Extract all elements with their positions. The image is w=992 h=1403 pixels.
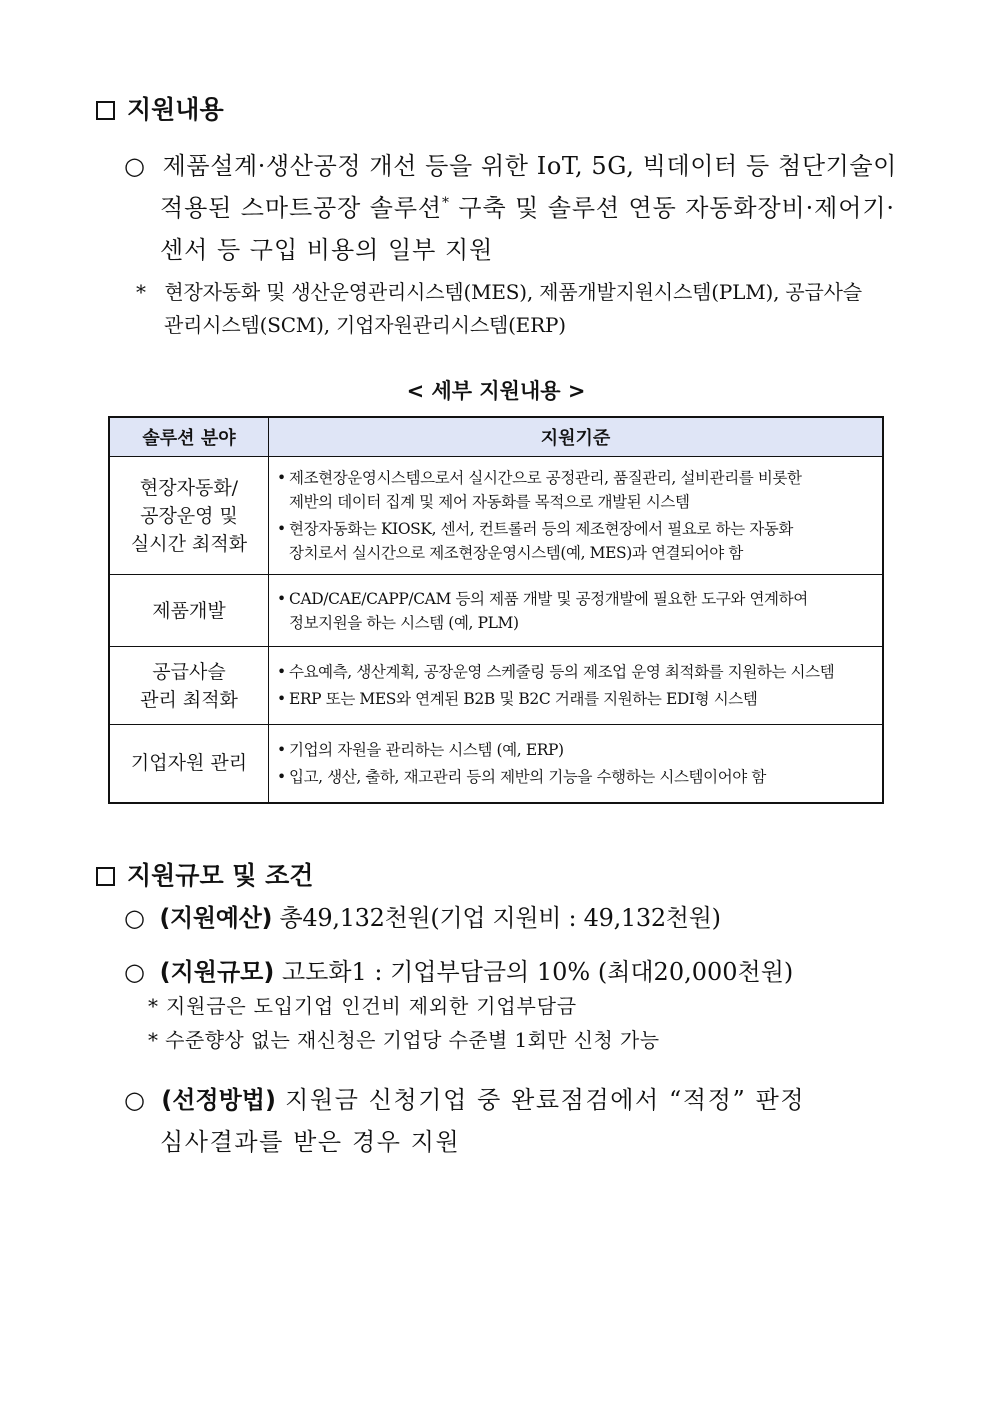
criteria-cell [269, 647, 884, 725]
circle-bullet-icon: ○ [124, 958, 145, 986]
footnote-line-1: 현장자동화 및 생산운영관리시스템(MES), 제품개발지원시스템(PLM), 공급사슬 [164, 280, 862, 304]
section-title-support-scale [96, 856, 313, 892]
circle-bullet-icon: ○ [124, 904, 145, 932]
support-content-line-2 [160, 188, 895, 223]
category-line: 현장자동화/ [139, 476, 239, 499]
support-content-line-2-post: 구축 및 솔루션 연동 자동화장비·제어기· [449, 194, 895, 222]
criteria-line: 제반의 데이터 집계 및 제어 자동화를 목적으로 개발된 시스템 [289, 493, 690, 511]
criteria-line: • 현장자동화는 KIOSK, 센서, 컨트롤러 등의 제조현장에서 필요로 하는 자동화 [289, 520, 793, 538]
footnote-line-2: 관리시스템(SCM), 기업자원관리시스템(ERP) [164, 313, 566, 337]
criteria-item [277, 587, 874, 635]
criteria-line: • 수요예측, 생산계획, 공장운영 스케줄링 등의 제조업 운영 최적화를 지원하는 시스템 [289, 663, 835, 681]
category-cell [109, 725, 269, 803]
section-title-text: 지원내용 [127, 95, 224, 124]
table-row [109, 647, 883, 725]
table-caption: < 세부 지원내용 > [406, 379, 586, 403]
table-row [109, 575, 883, 647]
circle-bullet-icon: ○ [124, 1086, 147, 1114]
section-title-support-content [96, 90, 224, 126]
criteria-cell [269, 725, 884, 803]
table-row [109, 457, 883, 575]
checkbox-square-icon [96, 101, 115, 120]
category-cell [109, 647, 269, 725]
criteria-item [277, 660, 874, 684]
criteria-line: • 입고, 생산, 출하, 재고관리 등의 제반의 기능을 수행하는 시스템이어야 함 [289, 767, 766, 786]
footnote-marker: * [441, 195, 450, 211]
method-label: (선정방법) [161, 1086, 276, 1114]
category-line: 제품개발 [152, 599, 226, 622]
scale-bullet [124, 952, 793, 987]
budget-text: 총49,132천원(기업 지원비 : 49,132천원) [272, 904, 721, 932]
method-text-line-2: 심사결과를 받은 경우 지원 [160, 1128, 461, 1156]
checkbox-square-icon [96, 867, 115, 886]
method-bullet [124, 1080, 805, 1115]
criteria-line: 장치로서 실시간으로 제조현장운영시스템(예, MES)과 연결되어야 함 [289, 544, 743, 562]
support-content-line-1: 제품설계·생산공정 개선 등을 위한 IoT, 5G, 빅데이터 등 첨단기술이 [162, 152, 897, 180]
category-line: 기업자원 관리 [130, 752, 248, 775]
category-line: 공장운영 및 [140, 504, 238, 527]
category-line: 공급사슬 [152, 660, 226, 683]
circle-bullet-icon: ○ [124, 152, 145, 180]
table-row [109, 725, 883, 803]
category-line: 실시간 최적화 [130, 532, 248, 555]
header-solution-area: 솔루션 분야 [109, 417, 269, 457]
scale-note-2: * 수준향상 없는 재신청은 기업당 수준별 1회만 신청 가능 [148, 1028, 660, 1052]
criteria-cell [269, 575, 884, 647]
category-cell [109, 457, 269, 575]
criteria-line: 정보지원을 하는 시스템 (예, PLM) [289, 613, 519, 632]
criteria-line: • CAD/CAE/CAPP/CAM 등의 제품 개발 및 공정개발에 필요한 도구와 연계하여 [289, 589, 808, 608]
criteria-item [277, 738, 874, 762]
criteria-line: • 제조현장운영시스템으로서 실시간으로 공정관리, 품질관리, 설비관리를 비롯한 [289, 469, 802, 487]
criteria-line: • ERP 또는 MES와 연계된 B2B 및 B2C 거래를 지원하는 EDI형 시스템 [289, 690, 758, 708]
criteria-line: • 기업의 자원을 관리하는 시스템 (예, ERP) [289, 740, 564, 759]
category-line: 관리 최적화 [140, 688, 238, 711]
support-content-bullet [124, 146, 897, 181]
budget-label: (지원예산) [159, 904, 273, 932]
scale-label: (지원규모) [159, 958, 275, 986]
support-content-line-2-pre: 적용된 스마트공장 솔루션 [160, 194, 442, 222]
support-content-line-3: 센서 등 구입 비용의 일부 지원 [160, 236, 494, 264]
criteria-cell [269, 457, 884, 575]
scale-note-1: * 지원금은 도입기업 인건비 제외한 기업부담금 [148, 994, 577, 1018]
criteria-item [277, 517, 874, 565]
budget-bullet [124, 898, 721, 933]
criteria-item [277, 765, 874, 789]
support-detail-table [108, 416, 884, 804]
header-support-criteria: 지원기준 [269, 417, 884, 457]
criteria-item [277, 687, 874, 711]
footnote-mes [136, 276, 862, 305]
criteria-item [277, 466, 874, 514]
scale-text: 고도화1 : 기업부담금의 10% (최대20,000천원) [274, 958, 794, 986]
method-text-line-1: 지원금 신청기업 중 완료점검에서 “적정” 판정 [275, 1086, 806, 1114]
category-cell [109, 575, 269, 647]
table-header-row [109, 417, 883, 457]
footnote-star: * [136, 280, 146, 304]
section-title-text: 지원규모 및 조건 [127, 861, 314, 890]
